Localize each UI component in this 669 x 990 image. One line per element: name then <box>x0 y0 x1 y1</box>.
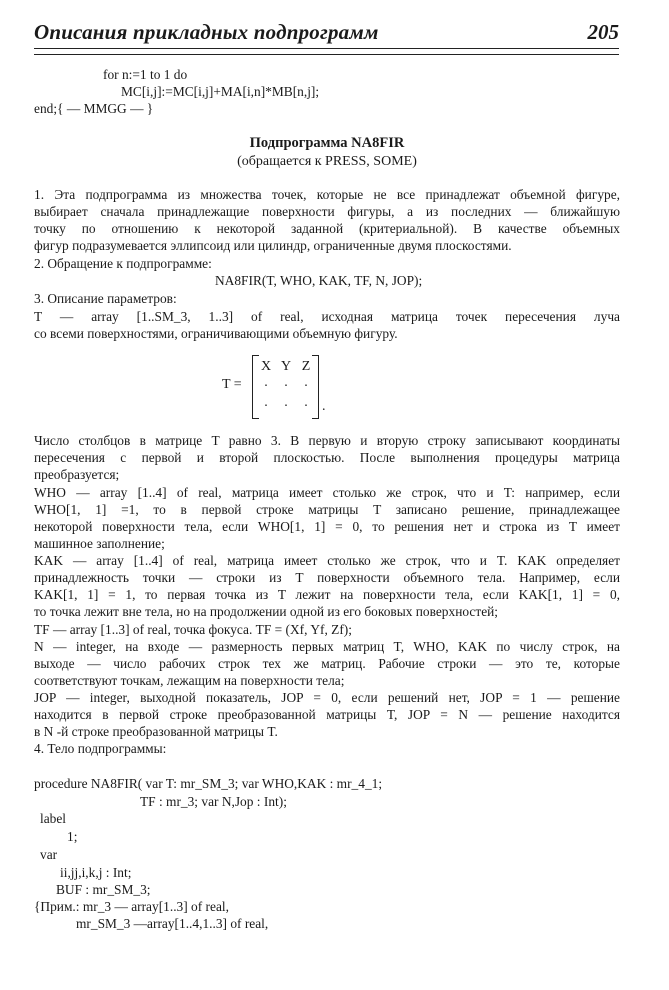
t-param-line: со всеми поверхностями, ограничивающими объемную фигуру. <box>34 326 398 341</box>
code-line: BUF : mr_SM_3; <box>56 882 151 897</box>
paragraph-line: 4. Тело подпрограммы: <box>34 741 167 756</box>
paragraph-line: JOP — integer, выходной показатель, JOP = 0, если решений нет, JOP = 1 — решение <box>34 690 620 705</box>
paragraph-line: выбирает сначала принадлежащие поверхности фигуры, а из последних — ближайшую <box>34 204 620 219</box>
paragraph-line: TF — array [1..3] of real, точка фокуса. TF = (Xf, Yf, Zf); <box>34 622 352 637</box>
header-title: Описания прикладных подпрограмм <box>34 20 379 44</box>
matrix-cell: . <box>304 395 308 410</box>
section-title: Подпрограмма NA8FIR <box>249 135 405 151</box>
running-header <box>34 18 619 48</box>
paragraph-line: находится в первой строке преобразованной матрицы T, JOP = N — решение находится <box>34 707 620 722</box>
paragraph-line: то точка лежит вне тела, но на продолжении одной из его боковых поверхностей; <box>34 604 499 619</box>
paragraph-line: преобразуется; <box>34 467 120 482</box>
paragraph-line: N — integer, на входе — размерность первых матриц T, WHO, KAK по числу строк, на <box>34 639 620 654</box>
paragraph-line: WHO[1, 1] =1, то в первой строке матрицы T записано решение, принадлежащее <box>34 502 620 517</box>
paragraph-line: соответствуют точкам, лежащим на поверхности тела; <box>34 673 345 688</box>
paragraph-line: фигур подразумевается эллипсоид или цилиндр, ограниченные двумя плоскостями. <box>34 238 512 253</box>
matrix-cell: . <box>264 375 268 390</box>
t-param-line: T — array [1..SM_3, 1..3] of real, исходная матрица точек пересечения луча <box>34 309 620 324</box>
matrix-cell: . <box>284 375 288 390</box>
code-line: var <box>40 847 58 862</box>
paragraph-line: машинное заполнение; <box>34 536 165 551</box>
paragraph-line: выходе — число рабочих строк тех же матриц. Рабочие строки — это те, которые <box>34 656 620 671</box>
code-line: {Прим.: mr_3 — array[1..3] of real, <box>34 899 229 914</box>
paragraph-line: точку по отношению к некоторой заданной (критериальной). В качестве объемных <box>34 221 620 236</box>
code-line: end;{ — MMGG — } <box>34 101 154 116</box>
matrix-cell: X <box>260 359 272 374</box>
matrix-cell: Z <box>301 359 311 374</box>
paragraph-line: пересечения с первой и второй плоскостью. После выполнения процедуры матрица <box>34 450 620 465</box>
call-heading: 2. Обращение к подпрограмме: <box>34 256 212 271</box>
paragraph-line: 1. Эта подпрограмма из множества точек, которые не все принадлежат объемной фигуре, <box>34 187 620 202</box>
page-number: 205 <box>587 20 619 44</box>
paragraph-line: Число столбцов в матрице T равно 3. В первую и вторую строку записывают координаты <box>34 433 620 448</box>
matrix-cell: . <box>304 375 308 390</box>
code-line: procedure NA8FIR( var T: mr_SM_3; var WHO,KAK : mr_4_1; <box>34 776 383 791</box>
matrix-t <box>222 351 342 423</box>
code-line: TF : mr_3; var N,Jop : Int); <box>140 794 287 809</box>
paragraph-line: KAK — array [1..4] of real, матрица имеет столько же строк, что и T. KAK определяет <box>34 553 620 568</box>
paragraph-line: в N -й строке преобразованной матрицы T. <box>34 724 278 739</box>
matrix-cell: . <box>284 395 288 410</box>
header-rule <box>34 48 619 55</box>
paragraph-line: некоторой поверхности тела, если WHO[1, 1] = 0, то решения нет и строка из T имеет <box>34 519 620 534</box>
matrix-cell: . <box>264 395 268 410</box>
matrix-end-dot: . <box>322 399 326 414</box>
code-line: MC[i,j]:=MC[i,j]+MA[i,n]*MB[n,j]; <box>121 84 320 99</box>
code-line: label <box>40 811 67 826</box>
matrix-label: T = <box>222 377 242 392</box>
code-line: for n:=1 to 1 do <box>103 67 188 82</box>
paragraph-line: KAK[1, 1] = 1, то первая точка из T лежит на поверхности тела, если KAK[1, 1] = 0, <box>34 587 620 602</box>
params-heading: 3. Описание параметров: <box>34 291 177 306</box>
paragraph-line: WHO — array [1..4] of real, матрица имеет столько же строк, что и T: например, если <box>34 485 620 500</box>
code-line: mr_SM_3 —array[1..4,1..3] of real, <box>76 916 269 931</box>
paragraph-line: принадлежность точки — строки из T поверхности объемного тела. Например, если <box>34 570 620 585</box>
code-line: ii,jj,i,k,j : Int; <box>60 865 132 880</box>
matrix-cell: Y <box>280 359 292 374</box>
call-line: NA8FIR(T, WHO, KAK, TF, N, JOP); <box>215 273 423 288</box>
code-line: 1; <box>67 829 78 844</box>
section-subtitle: (обращается к PRESS, SOME) <box>237 154 417 169</box>
